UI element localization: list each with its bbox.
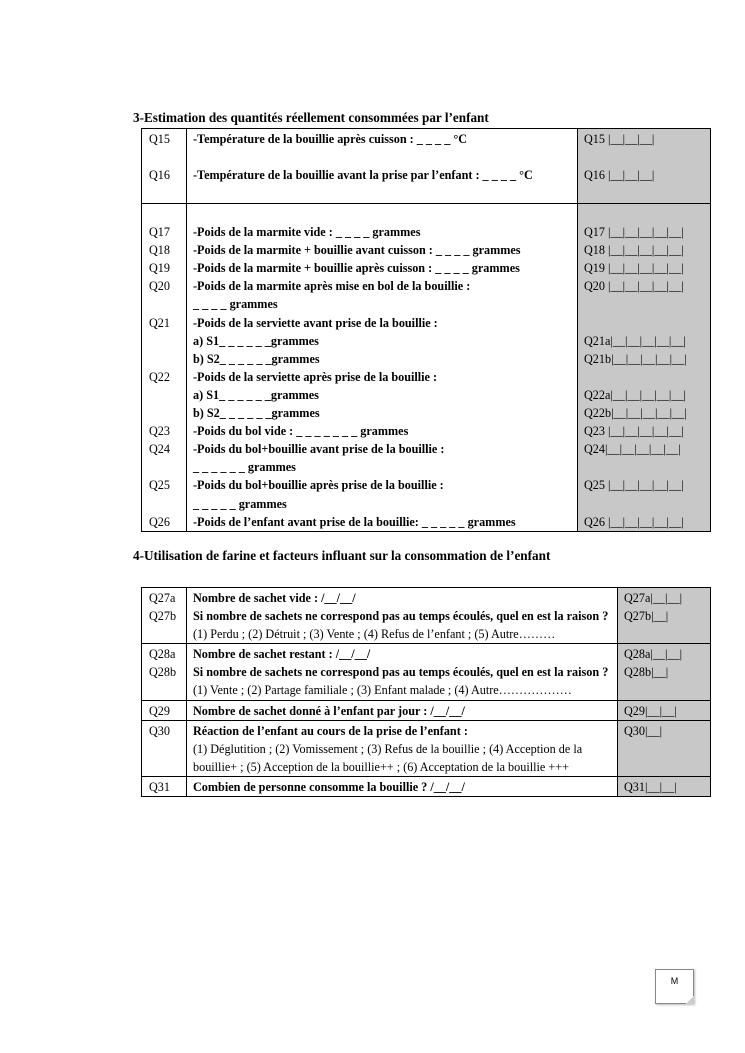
question-text: -Température de la bouillie après cuisson : _ _ _ _ °C [193, 132, 468, 146]
code-cell [618, 776, 711, 796]
code-field [584, 295, 710, 313]
question-text: Si nombre de sachets ne correspond pas au temps écoulés, quel en est la raison ? [193, 665, 609, 680]
question-id: Q29 [149, 703, 170, 718]
code-field [584, 458, 710, 476]
table-row [142, 129, 711, 204]
question-cell [187, 588, 618, 644]
quantities-table [141, 128, 711, 532]
code-cell [618, 720, 711, 776]
code-field: Q31|__|__| [624, 779, 677, 794]
question-text: a) S1_ _ _ _ _ _grammes [193, 387, 319, 402]
question-id [149, 332, 186, 350]
question-text: -Poids de la serviette avant prise de la bouillie : [193, 315, 438, 330]
code-field: Q21b|__|__|__|__|__| [584, 351, 687, 366]
code-field: Q25 |__|__|__|__|__| [584, 478, 684, 493]
question-id-cell [142, 644, 187, 700]
question-cell [187, 129, 578, 204]
question-cell [187, 700, 618, 720]
table-row [142, 204, 711, 532]
question-id: Q19 [149, 261, 170, 276]
section-3-title: 3-Estimation des quantités réellement consommées par l’enfant [133, 110, 489, 125]
question-id-cell [142, 204, 187, 532]
code-field: Q18 |__|__|__|__|__| [584, 243, 684, 258]
question-text: -Poids du bol vide : _ _ _ _ _ _ _ grammes [193, 424, 409, 439]
question-id-cell [142, 720, 187, 776]
question-id: Q30 [149, 723, 170, 738]
question-id: Q20 [149, 279, 170, 294]
question-text: Nombre de sachet restant : /__/__/ [193, 647, 371, 662]
question-text: _ _ _ _ _ _ grammes [193, 460, 296, 475]
question-id-cell [142, 129, 187, 204]
code-field: Q28a|__|__| [624, 647, 683, 662]
code-cell [618, 700, 711, 720]
question-id: Q28b [149, 665, 177, 680]
question-id [149, 205, 186, 223]
question-id: Q17 [149, 225, 170, 240]
code-cell [618, 644, 711, 700]
code-field [584, 368, 710, 386]
question-text: -Poids de l’enfant avant prise de la bouillie: _ _ _ _ _ grammes [193, 514, 516, 529]
question-text: Nombre de sachet donné à l’enfant par jour : /__/__/ [193, 703, 465, 718]
answer-options: (1) Perdu ; (2) Détruit ; (3) Vente ; (4) Refus de l’enfant ; (5) Autre……… [193, 627, 556, 642]
question-text: b) S2_ _ _ _ _ _grammes [193, 351, 320, 366]
code-field [584, 314, 710, 332]
code-field: Q22a|__|__|__|__|__| [584, 387, 686, 402]
table-row [142, 644, 711, 700]
question-id: Q31 [149, 779, 170, 794]
question-text: -Température de la bouillie avant la prise par l’enfant : _ _ _ _ °C [193, 168, 533, 183]
page-mark-label: M [670, 976, 679, 986]
answer-options: (1) Vente ; (2) Partage familiale ; (3) Enfant malade ; (4) Autre……………… [193, 683, 572, 698]
question-id: Q25 [149, 478, 170, 493]
question-text: _ _ _ _ grammes [193, 297, 278, 312]
code-cell [578, 204, 711, 532]
question-cell [187, 776, 618, 796]
table-row [142, 720, 711, 776]
code-field: Q26 |__|__|__|__|__| [584, 514, 684, 529]
question-text: -Poids de la serviette après prise de la bouillie : [193, 369, 438, 384]
question-id [149, 495, 186, 513]
code-field: Q27b|__| [624, 609, 669, 624]
code-field: Q30|__| [624, 723, 663, 738]
code-cell [618, 588, 711, 644]
question-text: -Poids du bol+bouillie après prise de la bouillie : [193, 478, 444, 493]
question-id: Q18 [149, 243, 170, 258]
code-field: Q29|__|__| [624, 703, 677, 718]
question-id [149, 404, 186, 422]
code-field: Q16 |__|__|__| [584, 168, 655, 183]
code-field: Q15 |__|__|__| [584, 132, 655, 146]
table-row [142, 588, 711, 644]
question-id: Q15 [149, 132, 170, 146]
question-id-cell [142, 700, 187, 720]
code-field [584, 495, 710, 513]
code-field: Q22b|__|__|__|__|__| [584, 406, 687, 421]
question-id [149, 295, 186, 313]
question-text: _ _ _ _ _ grammes [193, 496, 287, 511]
table-row [142, 700, 711, 720]
question-text: Combien de personne consomme la bouillie ? /__/__/ [193, 779, 465, 794]
question-id: Q16 [149, 168, 170, 183]
question-id [149, 350, 186, 368]
question-text: a) S1_ _ _ _ _ _grammes [193, 333, 319, 348]
question-id: Q28a [149, 647, 176, 662]
code-field: Q17 |__|__|__|__|__| [584, 225, 684, 240]
question-text: -Poids de la marmite + bouillie avant cuisson : _ _ _ _ grammes [193, 243, 521, 258]
question-text: Nombre de sachet vide : /__/__/ [193, 591, 356, 605]
flour-usage-table [141, 587, 711, 797]
question-text: Si nombre de sachets ne correspond pas au temps écoulés, quel en est la raison ? [193, 609, 609, 624]
question-id-cell [142, 588, 187, 644]
code-field: Q27a|__|__| [624, 591, 683, 605]
code-field: Q23 |__|__|__|__|__| [584, 424, 684, 439]
question-text: -Poids de la marmite vide : _ _ _ _ grammes [193, 225, 421, 240]
code-field: Q19 |__|__|__|__|__| [584, 261, 684, 276]
code-field: Q21a|__|__|__|__|__| [584, 333, 686, 348]
code-field [584, 205, 710, 223]
question-id: Q27a [149, 591, 176, 605]
question-id: Q22 [149, 369, 170, 384]
page-corner-mark [655, 969, 694, 1004]
question-text [193, 205, 573, 223]
question-cell [187, 644, 618, 700]
code-cell [578, 129, 711, 204]
question-id [149, 458, 186, 476]
question-cell [187, 204, 578, 532]
question-text: b) S2_ _ _ _ _ _grammes [193, 406, 320, 421]
question-text: -Poids de la marmite + bouillie après cuisson : _ _ _ _ grammes [193, 261, 520, 276]
answer-options: (1) Déglutition ; (2) Vomissement ; (3) Refus de la bouillie ; (4) Acception de la bouillie+ ; (5) Acception de la bouillie++ ; (6) Acceptation de la bouillie +++ [193, 741, 583, 774]
code-field: Q20 |__|__|__|__|__| [584, 279, 684, 294]
question-id: Q26 [149, 514, 170, 529]
question-id: Q27b [149, 609, 177, 624]
table-row [142, 776, 711, 796]
question-text: -Poids du bol+bouillie avant prise de la bouillie : [193, 442, 445, 457]
section-4-title: 4-Utilisation de farine et facteurs influant sur la consommation de l’enfant [133, 548, 551, 563]
question-id-cell [142, 776, 187, 796]
question-cell [187, 720, 618, 776]
question-text: Réaction de l’enfant au cours de la prise de l’enfant : [193, 723, 468, 738]
code-field: Q24|__|__|__|__|__| [584, 442, 681, 457]
question-id: Q24 [149, 442, 170, 457]
question-id: Q21 [149, 315, 170, 330]
code-field: Q28b|__| [624, 665, 669, 680]
question-text: -Poids de la marmite après mise en bol de la bouillie : [193, 279, 471, 294]
question-id: Q23 [149, 424, 170, 439]
question-id [149, 386, 186, 404]
